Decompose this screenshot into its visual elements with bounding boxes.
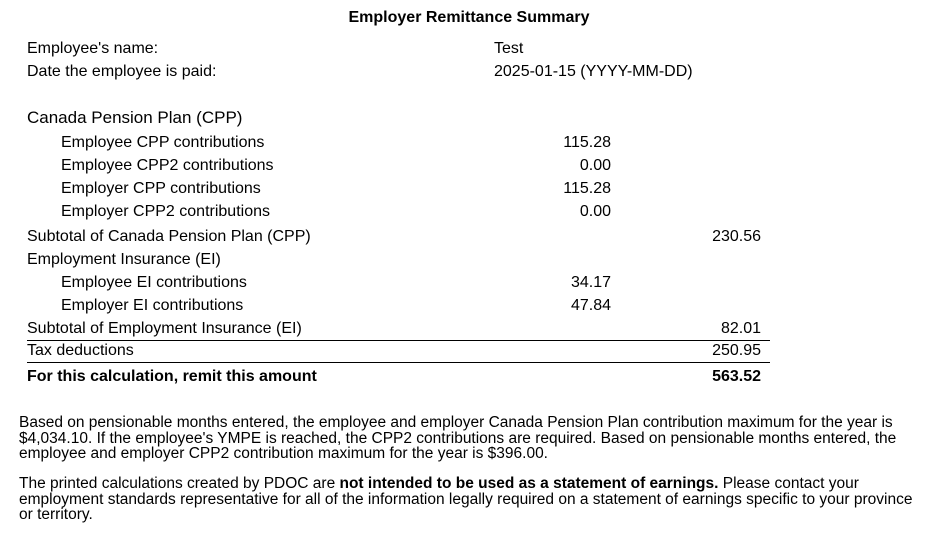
cpp-heading: Canada Pension Plan (CPP) bbox=[27, 108, 243, 127]
disclaimer-text: The printed calculations created by PDOC are bbox=[19, 475, 340, 492]
employee-name-value: Test bbox=[494, 40, 524, 57]
cpp-row-label: Employee CPP2 contributions bbox=[61, 157, 274, 174]
disclaimer-emphasis: not intended to be used as a statement of earnings. bbox=[339, 475, 719, 492]
cpp-row-label: Employer CPP contributions bbox=[61, 180, 261, 197]
ei-subtotal-value: 82.01 bbox=[720, 320, 761, 337]
cpp-row-value: 0.00 bbox=[579, 157, 611, 174]
cpp-row-label: Employee CPP contributions bbox=[61, 134, 265, 151]
employee-name-label: Employee's name: bbox=[27, 40, 159, 57]
cpp-row-label: Employer CPP2 contributions bbox=[61, 203, 270, 220]
cpp-subtotal-label: Subtotal of Canada Pension Plan (CPP) bbox=[27, 228, 311, 245]
ei-row-value: 34.17 bbox=[570, 274, 611, 291]
page-title: Employer Remittance Summary bbox=[348, 9, 590, 26]
pay-date-label: Date the employee is paid: bbox=[27, 63, 217, 80]
tax-deductions-value: 250.95 bbox=[712, 342, 761, 359]
ei-row-value: 47.84 bbox=[570, 297, 611, 314]
statement-disclaimer bbox=[19, 476, 914, 523]
cpp-row-value: 115.28 bbox=[563, 180, 611, 197]
cpp-row-value: 115.28 bbox=[563, 134, 611, 151]
ei-subtotal-label: Subtotal of Employment Insurance (EI) bbox=[27, 320, 302, 337]
remit-total-label: For this calculation, remit this amount bbox=[27, 368, 317, 385]
cpp-subtotal-value: 230.56 bbox=[712, 228, 761, 245]
pay-date-value: 2025-01-15 (YYYY-MM-DD) bbox=[494, 63, 693, 80]
ei-row-label: Employer EI contributions bbox=[61, 297, 244, 314]
ei-row-label: Employee EI contributions bbox=[61, 274, 247, 291]
disclaimer-text: Please contact your employment standards representative for all of the information legally required on a statement of earnings specific to your province or territory. bbox=[19, 475, 913, 523]
cpp-maximum-note: Based on pensionable months entered, the employee and employer Canada Pension Plan contribution maximum for the year is $4,034.10. If the employee's YMPE is reached, the CPP2 contributions are required. Based on pensionable months entered, the employee and employer CPP2 contribution maximum for the year is $396.00. bbox=[19, 414, 897, 462]
ei-heading: Employment Insurance (EI) bbox=[27, 251, 221, 268]
divider bbox=[27, 362, 770, 363]
cpp-row-value: 0.00 bbox=[579, 203, 611, 220]
remit-total-value: 563.52 bbox=[712, 368, 761, 385]
tax-deductions-label: Tax deductions bbox=[27, 342, 134, 359]
